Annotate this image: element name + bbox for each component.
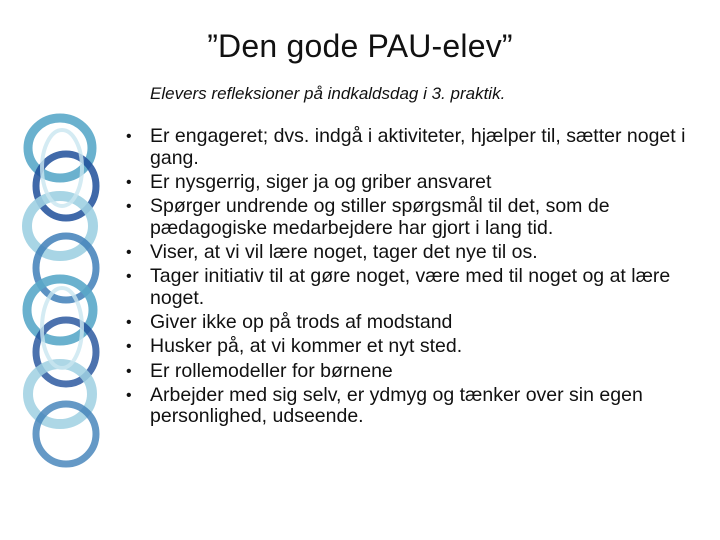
bullet-item [126,336,696,358]
bullet-text: Er engageret; dvs. indgå i aktiviteter, hjælper til, sætter noget i gang. [150,125,686,169]
bullet-dot: • [126,268,132,286]
bullet-item [126,242,696,264]
bullet-text: Er rollemodeller for børnene [150,359,393,382]
slide-title: ”Den gode PAU-elev” [207,28,513,64]
slide-subtitle: Elevers refleksioner på indkaldsdag i 3. praktik. [150,84,506,103]
bullet-dot: • [126,313,132,331]
bullet-dot: • [126,338,132,356]
bullet-item [126,172,696,194]
bullet-text: Tager initiativ til at gøre noget, være med til noget og at lære noget. [150,265,671,309]
bullet-item [126,361,696,383]
bullet-list [126,126,696,431]
bullet-text: Arbejder med sig selv, er ydmyg og tænker over sin egen personlighed, udseende. [150,383,643,428]
bullet-text: Er nysgerrig, siger ja og griber ansvaret [150,170,492,193]
bullet-dot: • [126,128,132,145]
bullet-text: Viser, at vi vil lære noget, tager det nye til os. [150,240,538,263]
bullet-dot: • [126,173,132,191]
bullet-dot: • [126,362,132,380]
bullet-item [126,196,696,239]
bullet-item [126,266,696,309]
bullet-dot: • [126,243,132,261]
bullet-item [126,126,696,169]
bullet-text: Husker på, at vi kommer et nyt sted. [150,335,463,358]
bullet-dot: • [126,198,132,216]
interlocking-rings-graphic [16,108,112,480]
bullet-item [126,312,696,334]
bullet-text: Giver ikke op på trods af modstand [150,310,453,333]
bullet-item [126,385,696,428]
bullet-text: Spørger undrende og stiller spørgsmål til det, som de pædagogiske medarbejdere har gjort i lang tid. [150,195,610,239]
bullet-dot: • [126,386,132,404]
